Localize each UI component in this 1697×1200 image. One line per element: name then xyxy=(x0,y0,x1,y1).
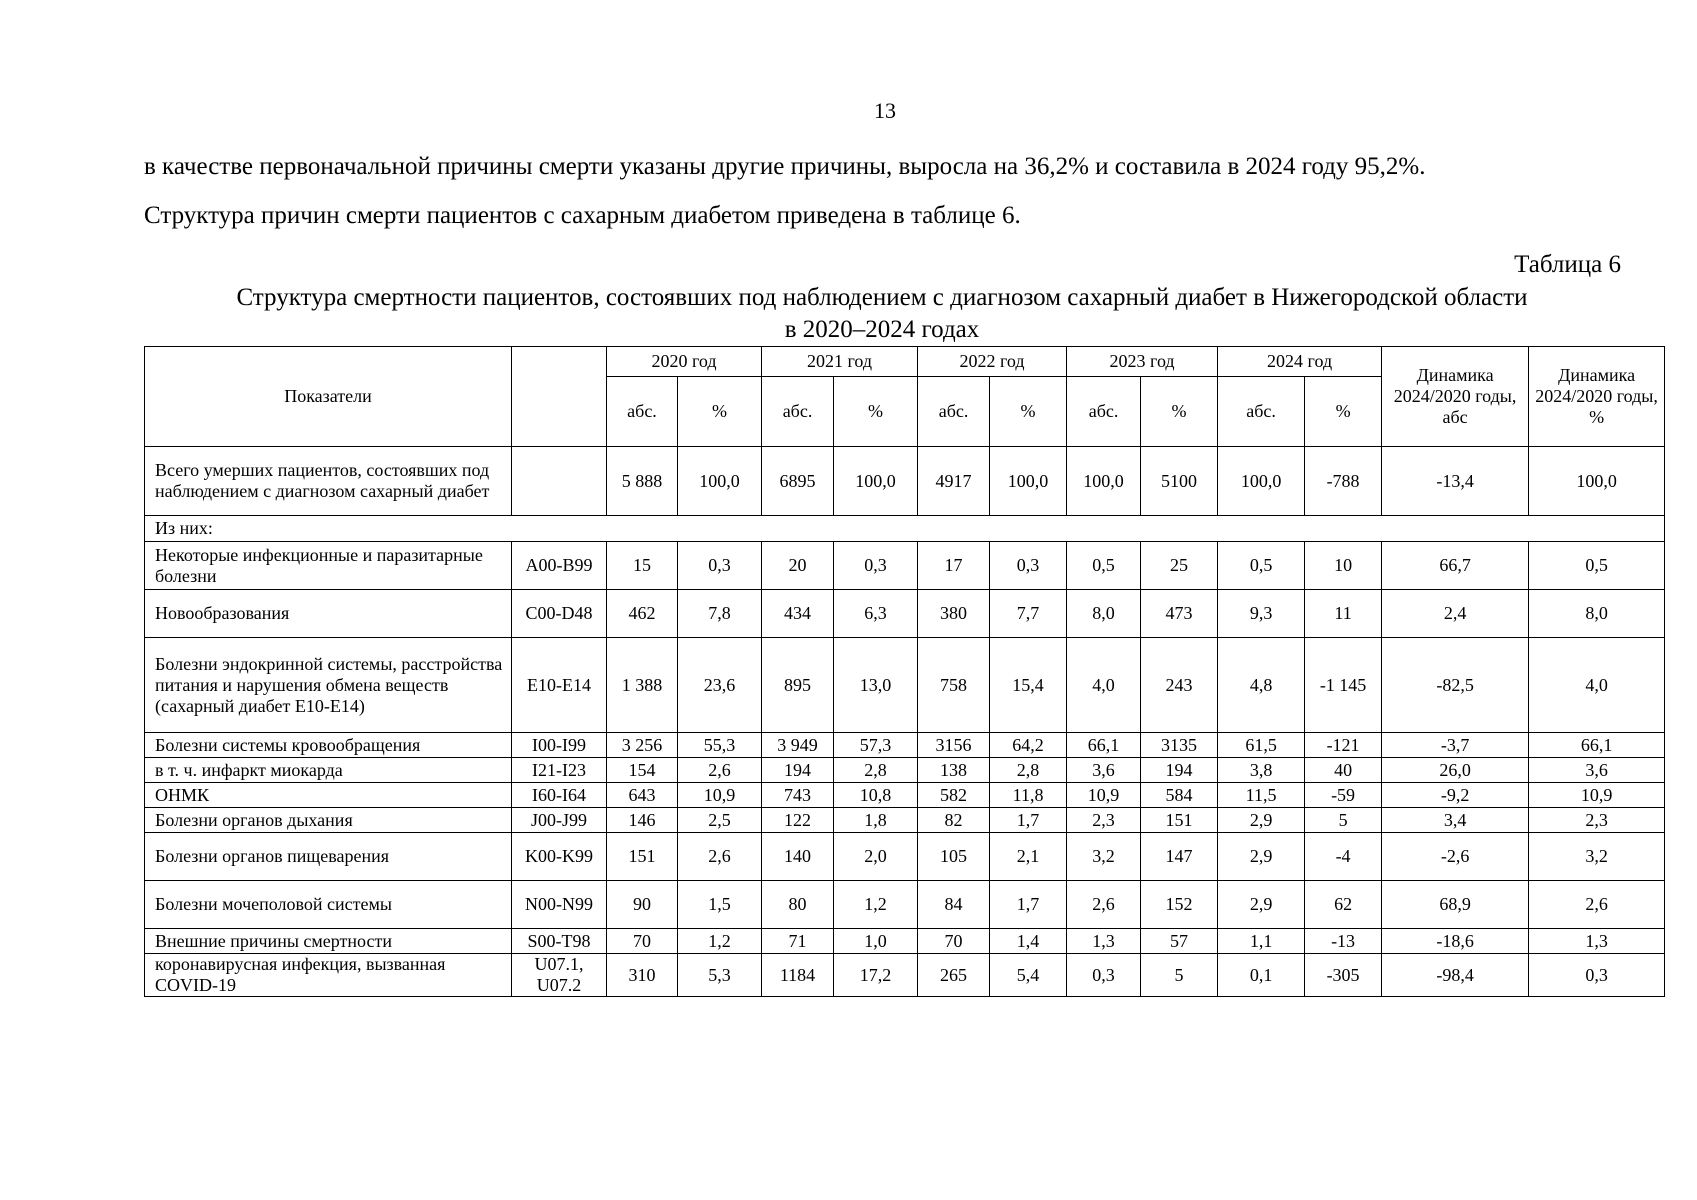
table-cell: -9,2 xyxy=(1382,783,1529,808)
table-cell: 57,3 xyxy=(834,733,918,758)
header-abs: абс. xyxy=(918,377,990,447)
table-cell: 11,8 xyxy=(990,783,1067,808)
table-cell: 82 xyxy=(918,808,990,833)
table-title-line-1: Структура смертности пациентов, состоявших под наблюдением с диагнозом сахарный диабет в Нижегородской области xyxy=(236,284,1528,311)
table-cell: 434 xyxy=(762,590,834,638)
header-pct: % xyxy=(1305,377,1382,447)
table-cell: 5 xyxy=(1305,808,1382,833)
row-code: N00-N99 xyxy=(512,881,607,929)
header-year-2023: 2023 год xyxy=(1067,347,1218,377)
table-cell: 70 xyxy=(918,929,990,954)
table-cell: -18,6 xyxy=(1382,929,1529,954)
table-cell: 582 xyxy=(918,783,990,808)
table-cell: 3135 xyxy=(1141,733,1218,758)
table-cell: 0,3 xyxy=(990,542,1067,590)
table-cell: 7,8 xyxy=(678,590,762,638)
table-cell: 0,5 xyxy=(1218,542,1305,590)
header-year-2020: 2020 год xyxy=(607,347,762,377)
table-cell: 758 xyxy=(918,638,990,733)
table-row xyxy=(145,783,1665,808)
table-cell: 2,1 xyxy=(990,833,1067,881)
table-cell: 2,0 xyxy=(834,833,918,881)
table-cell: 2,9 xyxy=(1218,833,1305,881)
table-cell: 0,3 xyxy=(678,542,762,590)
table-row xyxy=(145,954,1665,997)
table-cell: 2,5 xyxy=(678,808,762,833)
table-row xyxy=(145,929,1665,954)
row-label: Некоторые инфекционные и паразитарные болезни xyxy=(145,542,512,590)
table-cell: 62 xyxy=(1305,881,1382,929)
table-row-total xyxy=(145,447,1665,516)
table-cell: 1,0 xyxy=(834,929,918,954)
table-cell: -788 xyxy=(1305,447,1382,516)
table-cell: 1,8 xyxy=(834,808,918,833)
table-cell: 2,6 xyxy=(1067,881,1141,929)
table-cell: -4 xyxy=(1305,833,1382,881)
table-row xyxy=(145,733,1665,758)
table-cell: 1,2 xyxy=(678,929,762,954)
header-code xyxy=(512,347,607,447)
row-label: ОНМК xyxy=(145,783,512,808)
table-cell: 5 xyxy=(1141,954,1218,997)
table-cell: 152 xyxy=(1141,881,1218,929)
table-cell: 4,0 xyxy=(1529,638,1665,733)
header-pct: % xyxy=(1141,377,1218,447)
table-cell: 23,6 xyxy=(678,638,762,733)
table-cell: 1,2 xyxy=(834,881,918,929)
table-cell: 100,0 xyxy=(1218,447,1305,516)
header-indicators: Показатели xyxy=(145,347,512,447)
row-code xyxy=(512,447,607,516)
table-cell: 584 xyxy=(1141,783,1218,808)
table-row xyxy=(145,808,1665,833)
table-cell: 3 256 xyxy=(607,733,678,758)
row-label: Болезни мочеполовой системы xyxy=(145,881,512,929)
table-cell: -13,4 xyxy=(1382,447,1529,516)
row-label: Новообразования xyxy=(145,590,512,638)
table-cell: 0,3 xyxy=(834,542,918,590)
table-cell: 146 xyxy=(607,808,678,833)
table-cell: -305 xyxy=(1305,954,1382,997)
page-number: 13 xyxy=(874,98,896,123)
table-cell: 194 xyxy=(762,758,834,783)
row-code: E10-E14 xyxy=(512,638,607,733)
table-cell: 1 388 xyxy=(607,638,678,733)
table-cell: 7,7 xyxy=(990,590,1067,638)
table-cell: 100,0 xyxy=(1529,447,1665,516)
table-cell: 64,2 xyxy=(990,733,1067,758)
subheader-label: Из них: xyxy=(145,516,1665,542)
table-cell: 5100 xyxy=(1141,447,1218,516)
table-cell: 3,2 xyxy=(1067,833,1141,881)
row-code: C00-D48 xyxy=(512,590,607,638)
table-cell: 105 xyxy=(918,833,990,881)
table-cell: 57 xyxy=(1141,929,1218,954)
table-cell: 3,4 xyxy=(1382,808,1529,833)
row-code: I60-I64 xyxy=(512,783,607,808)
table-cell: 90 xyxy=(607,881,678,929)
table-cell: 80 xyxy=(762,881,834,929)
table-cell: 380 xyxy=(918,590,990,638)
table-cell: 2,3 xyxy=(1529,808,1665,833)
table-cell: 4,0 xyxy=(1067,638,1141,733)
table-cell: 0,3 xyxy=(1067,954,1141,997)
row-label: Всего умерших пациентов, состоявших под наблюдением с диагнозом сахарный диабет xyxy=(145,447,512,516)
row-label: Болезни системы кровообращения xyxy=(145,733,512,758)
table-cell: 55,3 xyxy=(678,733,762,758)
row-code: A00-B99 xyxy=(512,542,607,590)
table-row-subheader xyxy=(145,516,1665,542)
table-cell: 643 xyxy=(607,783,678,808)
table-cell: 310 xyxy=(607,954,678,997)
paragraph-2: Структура причин смерти пациентов с сахарным диабетом приведена в таблице 6. xyxy=(144,202,1021,229)
table-cell: 13,0 xyxy=(834,638,918,733)
row-label: Болезни органов пищеварения xyxy=(145,833,512,881)
table-cell: 2,6 xyxy=(1529,881,1665,929)
table-row xyxy=(145,542,1665,590)
table-cell: 100,0 xyxy=(1067,447,1141,516)
table-title-line-2: в 2020–2024 годах xyxy=(784,316,980,343)
table-cell: 154 xyxy=(607,758,678,783)
table-cell: 0,3 xyxy=(1529,954,1665,997)
header-abs: абс. xyxy=(762,377,834,447)
table-cell: 3 949 xyxy=(762,733,834,758)
header-abs: абс. xyxy=(607,377,678,447)
table-cell: 68,9 xyxy=(1382,881,1529,929)
table-cell: -59 xyxy=(1305,783,1382,808)
table-cell: 8,0 xyxy=(1529,590,1665,638)
table-cell: 1,5 xyxy=(678,881,762,929)
header-pct: % xyxy=(678,377,762,447)
row-label: коронавирусная инфекция, вызванная COVID-19 xyxy=(145,954,512,997)
paragraph-1: в качестве первоначальной причины смерти указаны другие причины, выросла на 36,2% и составила в 2024 году 95,2%. xyxy=(144,153,1426,180)
table-cell: 473 xyxy=(1141,590,1218,638)
table-cell: 15,4 xyxy=(990,638,1067,733)
table-cell: -82,5 xyxy=(1382,638,1529,733)
table-row xyxy=(145,758,1665,783)
table-cell: 84 xyxy=(918,881,990,929)
table-cell: 1,7 xyxy=(990,881,1067,929)
table-cell: 1,3 xyxy=(1529,929,1665,954)
table-cell: 5,3 xyxy=(678,954,762,997)
table-cell: 1,3 xyxy=(1067,929,1141,954)
table-cell: 895 xyxy=(762,638,834,733)
row-label: Болезни органов дыхания xyxy=(145,808,512,833)
table-row xyxy=(145,590,1665,638)
table-cell: -3,7 xyxy=(1382,733,1529,758)
table-cell: 3156 xyxy=(918,733,990,758)
table-cell: 100,0 xyxy=(990,447,1067,516)
table-cell: 3,2 xyxy=(1529,833,1665,881)
row-code: I00-I99 xyxy=(512,733,607,758)
table-cell: 2,4 xyxy=(1382,590,1529,638)
table-cell: 147 xyxy=(1141,833,1218,881)
table-row xyxy=(145,833,1665,881)
table-cell: 9,3 xyxy=(1218,590,1305,638)
table-cell: 10,9 xyxy=(1067,783,1141,808)
table-cell: 1,4 xyxy=(990,929,1067,954)
table-cell: 2,6 xyxy=(678,758,762,783)
header-year-2024: 2024 год xyxy=(1218,347,1382,377)
table-cell: 2,9 xyxy=(1218,881,1305,929)
table-cell: 0,5 xyxy=(1067,542,1141,590)
table-cell: 5,4 xyxy=(990,954,1067,997)
row-code: J00-J99 xyxy=(512,808,607,833)
table-cell: 1,1 xyxy=(1218,929,1305,954)
table-cell: 140 xyxy=(762,833,834,881)
table-cell: 66,1 xyxy=(1067,733,1141,758)
header-abs: абс. xyxy=(1218,377,1305,447)
table-cell: 462 xyxy=(607,590,678,638)
header-abs: абс. xyxy=(1067,377,1141,447)
table-title xyxy=(144,282,1620,346)
table-cell: 3,8 xyxy=(1218,758,1305,783)
table-cell: 11 xyxy=(1305,590,1382,638)
header-pct: % xyxy=(990,377,1067,447)
table-cell: 743 xyxy=(762,783,834,808)
table-body xyxy=(145,347,1665,997)
table-cell: 3,6 xyxy=(1529,758,1665,783)
row-code: I21-I23 xyxy=(512,758,607,783)
table-cell: 138 xyxy=(918,758,990,783)
table-cell: 1184 xyxy=(762,954,834,997)
table-cell: 4,8 xyxy=(1218,638,1305,733)
table-cell: -98,4 xyxy=(1382,954,1529,997)
table-cell: 3,6 xyxy=(1067,758,1141,783)
row-label: Болезни эндокринной системы, расстройства питания и нарушения обмена веществ (сахарный диабет E10-E14) xyxy=(145,638,512,733)
table-cell: 265 xyxy=(918,954,990,997)
row-label: в т. ч. инфаркт миокарда xyxy=(145,758,512,783)
table-cell: 70 xyxy=(607,929,678,954)
table-cell: 1,7 xyxy=(990,808,1067,833)
table-cell: 4917 xyxy=(918,447,990,516)
table-cell: 100,0 xyxy=(678,447,762,516)
table-cell: 2,3 xyxy=(1067,808,1141,833)
table-cell: 11,5 xyxy=(1218,783,1305,808)
table-cell: 15 xyxy=(607,542,678,590)
table-cell: 0,5 xyxy=(1529,542,1665,590)
row-code: S00-T98 xyxy=(512,929,607,954)
table-cell: 151 xyxy=(1141,808,1218,833)
table-cell: 100,0 xyxy=(834,447,918,516)
header-dynamics-pct: Динамика 2024/2020 годы, % xyxy=(1529,347,1665,447)
table-cell: 194 xyxy=(1141,758,1218,783)
row-code: K00-K99 xyxy=(512,833,607,881)
table-cell: 8,0 xyxy=(1067,590,1141,638)
table-cell: 151 xyxy=(607,833,678,881)
table-cell: 66,7 xyxy=(1382,542,1529,590)
table-cell: 10 xyxy=(1305,542,1382,590)
header-row-years xyxy=(145,347,1665,377)
table-cell: 0,1 xyxy=(1218,954,1305,997)
table-cell: 2,8 xyxy=(990,758,1067,783)
table-cell: 26,0 xyxy=(1382,758,1529,783)
table-cell: 25 xyxy=(1141,542,1218,590)
header-year-2021: 2021 год xyxy=(762,347,918,377)
header-dynamics-abs: Динамика 2024/2020 годы, абс xyxy=(1382,347,1529,447)
table-cell: -1 145 xyxy=(1305,638,1382,733)
table-cell: 10,9 xyxy=(1529,783,1665,808)
table-cell: -2,6 xyxy=(1382,833,1529,881)
table-cell: 6895 xyxy=(762,447,834,516)
table-cell: -121 xyxy=(1305,733,1382,758)
table-cell: 6,3 xyxy=(834,590,918,638)
table-cell: 2,8 xyxy=(834,758,918,783)
table-cell: 66,1 xyxy=(1529,733,1665,758)
table-cell: 122 xyxy=(762,808,834,833)
row-label: Внешние причины смертности xyxy=(145,929,512,954)
table-row xyxy=(145,881,1665,929)
table-cell: -13 xyxy=(1305,929,1382,954)
table-cell: 71 xyxy=(762,929,834,954)
table-label: Таблица 6 xyxy=(1514,251,1621,278)
table-cell: 17,2 xyxy=(834,954,918,997)
table-cell: 61,5 xyxy=(1218,733,1305,758)
table-cell: 5 888 xyxy=(607,447,678,516)
header-year-2022: 2022 год xyxy=(918,347,1067,377)
table-cell: 17 xyxy=(918,542,990,590)
table-cell: 20 xyxy=(762,542,834,590)
table-cell: 10,9 xyxy=(678,783,762,808)
table-cell: 2,9 xyxy=(1218,808,1305,833)
table-row xyxy=(145,638,1665,733)
mortality-table xyxy=(144,346,1665,997)
table-cell: 243 xyxy=(1141,638,1218,733)
header-pct: % xyxy=(834,377,918,447)
table-cell: 2,6 xyxy=(678,833,762,881)
row-code: U07.1, U07.2 xyxy=(512,954,607,997)
table-cell: 10,8 xyxy=(834,783,918,808)
table-cell: 40 xyxy=(1305,758,1382,783)
